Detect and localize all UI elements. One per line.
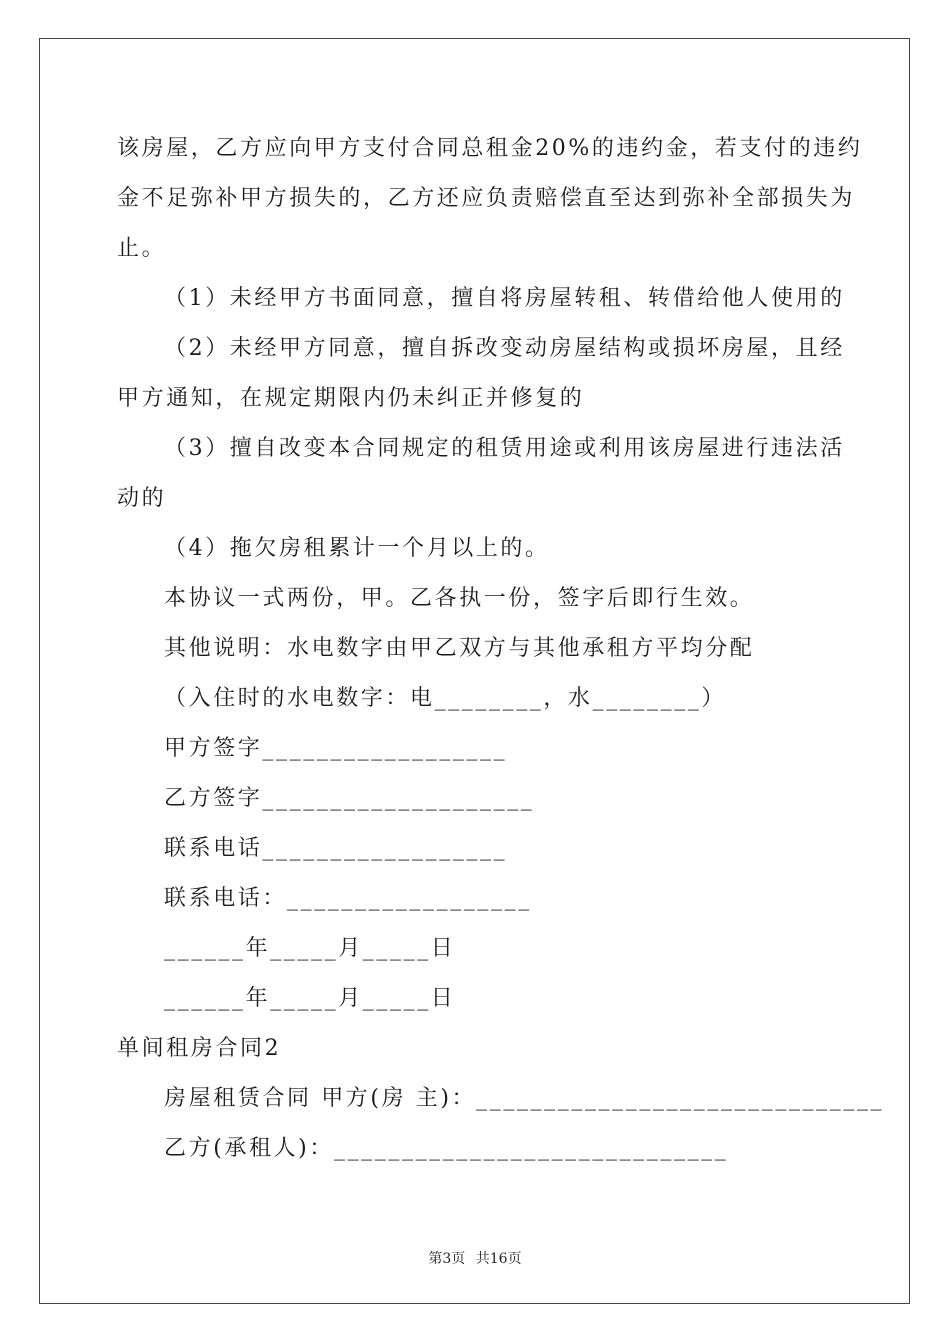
meter-readings: （入住时的水电数字：电________，水________） xyxy=(164,686,727,711)
contact-phone: 联系电话__________________ xyxy=(164,836,508,861)
agreement-note: 本协议一式两份，甲。乙各执一份，签字后即行生效。 xyxy=(164,586,755,611)
page-footer xyxy=(0,1248,950,1268)
section-title: 单间租房合同2 xyxy=(117,1036,282,1061)
clause-2: （2）未经甲方同意，擅自拆改变动房屋结构或损坏房屋，且经 xyxy=(164,336,845,361)
party-b-signature: 乙方签字____________________ xyxy=(164,786,535,811)
party-b-field: 乙方(承租人)：_____________________________ xyxy=(164,1136,729,1161)
page-number: 第3页 xyxy=(428,1251,466,1267)
text-line: 动的 xyxy=(117,486,167,511)
other-notes: 其他说明：水电数字由甲乙双方与其他承租方平均分配 xyxy=(164,636,755,661)
clause-1: （1）未经甲方书面同意，擅自将房屋转租、转借给他人使用的 xyxy=(164,286,845,311)
page-border xyxy=(39,38,910,1304)
clause-3: （3）擅自改变本合同规定的租赁用途或利用该房屋进行违法活 xyxy=(164,436,845,461)
date-line: ______年_____月_____日 xyxy=(164,936,456,961)
page-total: 共16页 xyxy=(475,1251,522,1267)
contact-phone: 联系电话：__________________ xyxy=(164,886,532,911)
party-a-signature: 甲方签字__________________ xyxy=(164,736,508,761)
text-line: 该房屋，乙方应向甲方支付合同总租金20%的违约金，若支付的违约 xyxy=(117,136,863,161)
clause-4: （4）拖欠房租累计一个月以上的。 xyxy=(164,536,550,561)
date-line: ______年_____月_____日 xyxy=(164,986,456,1011)
lease-contract-party-a: 房屋租赁合同 甲方(房 主)：______________________________ xyxy=(164,1086,885,1111)
text-line: 金不足弥补甲方损失的，乙方还应负责赔偿直至达到弥补全部损失为 xyxy=(117,186,856,211)
text-line: 止。 xyxy=(117,236,167,261)
text-line: 甲方通知，在规定期限内仍未纠正并修复的 xyxy=(117,386,585,411)
